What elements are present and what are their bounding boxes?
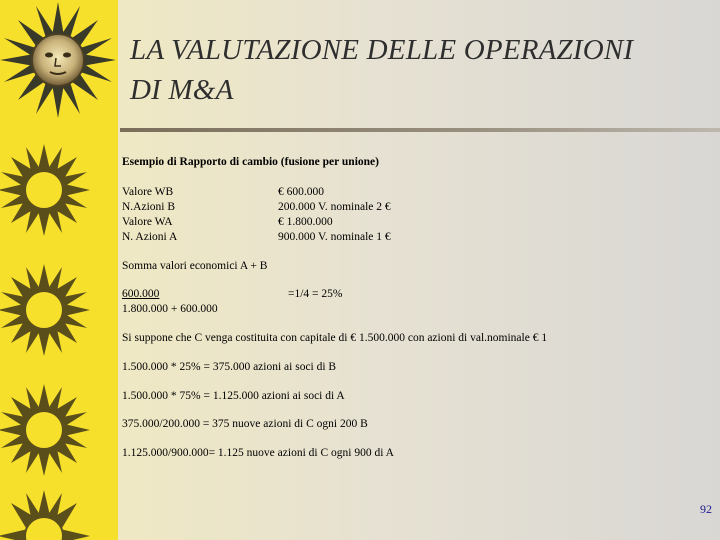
table-value: € 600.000 bbox=[278, 186, 324, 198]
table-value: € 1.800.000 bbox=[278, 216, 333, 228]
sum-label: Somma valori economici A + B bbox=[122, 260, 268, 272]
ratio-b: 375.000/200.000 = 375 nuove azioni di C ogni 200 B bbox=[122, 418, 368, 430]
slide-title bbox=[130, 30, 710, 110]
assumption-text: Si suppone che C venga costituita con capitale di € 1.500.000 con azioni di val.nominale € 1 bbox=[122, 332, 548, 344]
page-number: 92 bbox=[700, 502, 712, 516]
sun-decorations bbox=[0, 0, 118, 540]
ratio-a: 1.125.000/900.000= 1.125 nuove azioni di C ogni 900 di A bbox=[122, 447, 394, 459]
table-label: N. Azioni A bbox=[122, 231, 178, 243]
table-value: 900.000 V. nominale 1 € bbox=[278, 231, 391, 243]
fraction-numerator: 600.000 bbox=[122, 288, 160, 300]
calc-b: 1.500.000 * 25% = 375.000 azioni ai soci di B bbox=[122, 361, 337, 373]
sun-icon bbox=[0, 264, 90, 356]
table-label: Valore WB bbox=[122, 186, 174, 198]
sun-icon bbox=[0, 144, 90, 236]
fraction-result: =1/4 = 25% bbox=[288, 288, 343, 300]
title-line-2: DI M&A bbox=[130, 74, 234, 106]
calc-a: 1.500.000 * 75% = 1.125.000 azioni ai soci di A bbox=[122, 390, 345, 402]
title-line-1: LA VALUTAZIONE DELLE OPERAZIONI bbox=[130, 34, 634, 66]
sun-icon bbox=[0, 490, 90, 540]
sun-face-icon bbox=[0, 2, 116, 118]
title-divider bbox=[120, 128, 720, 132]
table-value: 200.000 V. nominale 2 € bbox=[278, 201, 391, 213]
sun-icon bbox=[0, 384, 90, 476]
decorative-sidebar bbox=[0, 0, 118, 540]
table-label: Valore WA bbox=[122, 216, 173, 228]
example-heading: Esempio di Rapporto di cambio (fusione per unione) bbox=[122, 156, 379, 168]
fraction-denominator: 1.800.000 + 600.000 bbox=[122, 303, 218, 315]
table-label: N.Azioni B bbox=[122, 201, 176, 213]
